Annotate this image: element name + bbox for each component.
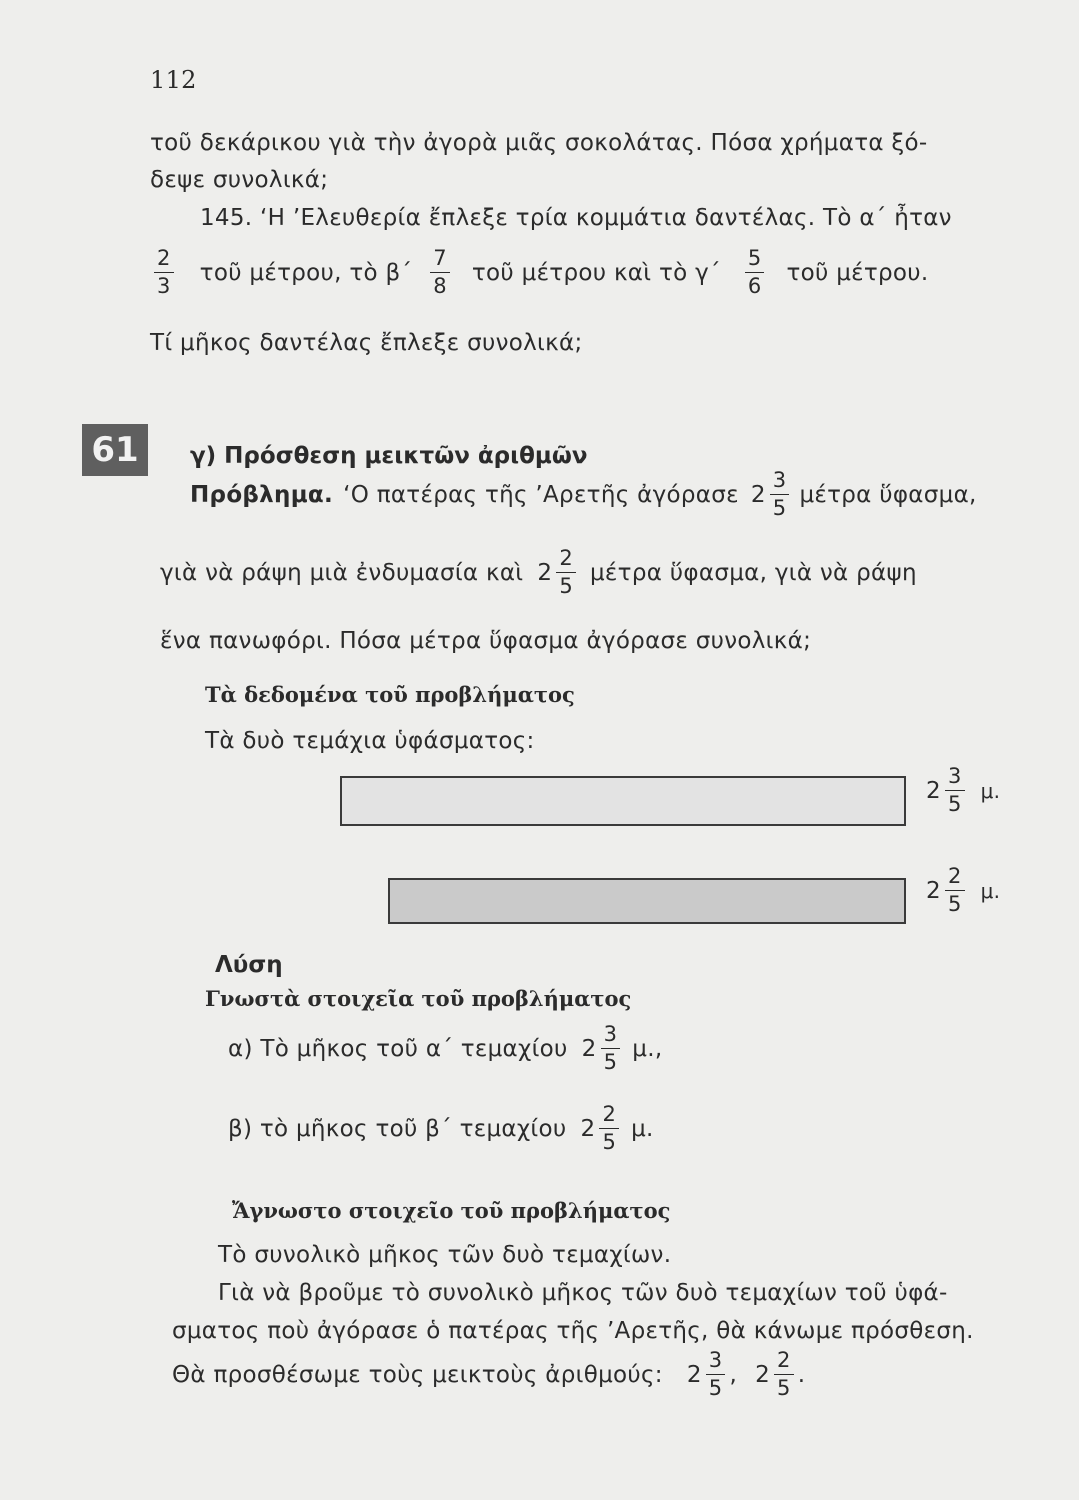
ex145-text-3: τοῦ μέτρου. [786, 259, 929, 286]
period: . [797, 1361, 806, 1388]
pieces-label: Τὰ δυὸ τεμάχια ὑφάσματος: [205, 728, 535, 754]
problem-line-3: ἕνα πανωφόρι. Πόσα μέτρα ὕφασμα ἀγόρασε συνολικά; [160, 628, 812, 654]
fraction-2-5: $\frac{2}{5}$ [774, 1350, 794, 1399]
mixed-whole: 2 [926, 777, 941, 804]
intro-line-1: τοῦ δεκάρικου γιὰ τὴν ἀγορὰ μιᾶς σοκολάτας. Πόσα χρήματα ξό- [150, 130, 928, 156]
data-heading: Τὰ δεδομένα τοῦ προβλήματος [205, 682, 575, 707]
exercise-145-line-2 [150, 248, 1010, 297]
mixed-whole: 2 [537, 559, 553, 586]
exercise-145-question: Τί μῆκος δαντέλας ἔπλεξε συνολικά; [150, 330, 583, 356]
problem-text-1-end: μέτρα ὕφασμα, [799, 481, 977, 508]
fraction-3-5: $\frac{3}{5}$ [770, 470, 790, 519]
separator: , [729, 1361, 738, 1388]
ex145-text-1: τοῦ μέτρου, τὸ β΄ [199, 259, 413, 286]
mixed-whole: 2 [755, 1361, 771, 1388]
fraction-2-5: $\frac{2}{5}$ [945, 866, 965, 915]
fabric-piece-1-label [926, 766, 1000, 815]
fraction-2-5: $\frac{2}{5}$ [556, 548, 576, 597]
exercise-145-line-1: 145. ‘Η ’Ελευθερία ἔπλεξε τρία κομμάτια δαντέλας. Τὸ α΄ ἦταν [200, 205, 952, 231]
mixed-whole: 2 [926, 877, 941, 904]
fraction-7-8: $\frac{7}{8}$ [430, 248, 450, 297]
problem-text-1: ‘Ο πατέρας τῆς ’Αρετῆς ἀγόρασε [343, 481, 739, 508]
unit: μ. [980, 778, 1001, 803]
problem-text-2-end: μέτρα ὕφασμα, γιὰ νὰ ράψη [590, 559, 917, 586]
solution-paragraph-line-3-text: Θὰ προσθέσωμε τοὺς μεικτοὺς ἀριθμούς: [172, 1361, 663, 1388]
fraction-5-6: $\frac{5}{6}$ [745, 248, 765, 297]
unknown-text: Τὸ συνολικὸ μῆκος τῶν δυὸ τεμαχίων. [218, 1242, 672, 1268]
problem-label: Πρόβλημα. [190, 481, 334, 508]
unit: μ. [631, 1115, 654, 1142]
problem-line-1 [190, 470, 977, 519]
solution-paragraph-line-3 [172, 1350, 805, 1399]
fraction-2-3: $\frac{2}{3}$ [154, 248, 174, 297]
mixed-whole: 2 [580, 1115, 596, 1142]
solution-paragraph-line-1: Γιὰ νὰ βροῦμε τὸ συνολικὸ μῆκος τῶν δυὸ τεμαχίων τοῦ ὑφά- [218, 1280, 948, 1306]
intro-line-2: δεψε συνολικά; [150, 167, 329, 193]
ex145-text-2: τοῦ μέτρου καὶ τὸ γ΄ [471, 259, 721, 286]
unknown-heading: Ἄγνωστο στοιχεῖο τοῦ προβλήματος [232, 1198, 671, 1223]
unit: μ. [980, 878, 1001, 903]
problem-line-2 [160, 548, 917, 597]
solution-title: Λύση [215, 952, 283, 978]
section-number-badge: 61 [82, 424, 148, 476]
fabric-piece-1-bar [340, 776, 906, 826]
solution-paragraph-line-2: σματος ποὺ ἀγόρασε ὁ πατέρας τῆς ’Αρετῆς, θὰ κάνωμε πρόσθεση. [172, 1318, 974, 1344]
known-item-a [228, 1024, 662, 1073]
known-item-b-text: β) τὸ μῆκος τοῦ β΄ τεμαχίου [228, 1115, 567, 1142]
mixed-whole: 2 [750, 481, 766, 508]
known-item-b [228, 1104, 654, 1153]
fraction-2-5: $\frac{2}{5}$ [599, 1104, 619, 1153]
fabric-piece-2-bar [388, 878, 906, 924]
page-number: 112 [150, 66, 197, 94]
mixed-whole: 2 [686, 1361, 702, 1388]
known-heading: Γνωστὰ στοιχεῖα τοῦ προβλήματος [205, 986, 632, 1011]
known-item-a-text: α) Τὸ μῆκος τοῦ α΄ τεμαχίου [228, 1035, 568, 1062]
unit: μ., [632, 1035, 663, 1062]
mixed-whole: 2 [581, 1035, 597, 1062]
fabric-piece-2-label [926, 866, 1000, 915]
problem-text-2: γιὰ νὰ ράψη μιὰ ἐνδυμασία καὶ [160, 559, 524, 586]
fraction-3-5: $\frac{3}{5}$ [601, 1024, 621, 1073]
fraction-3-5: $\frac{3}{5}$ [706, 1350, 726, 1399]
section-title: γ) Πρόσθεση μεικτῶν ἀριθμῶν [190, 443, 588, 469]
fraction-3-5: $\frac{3}{5}$ [945, 766, 965, 815]
